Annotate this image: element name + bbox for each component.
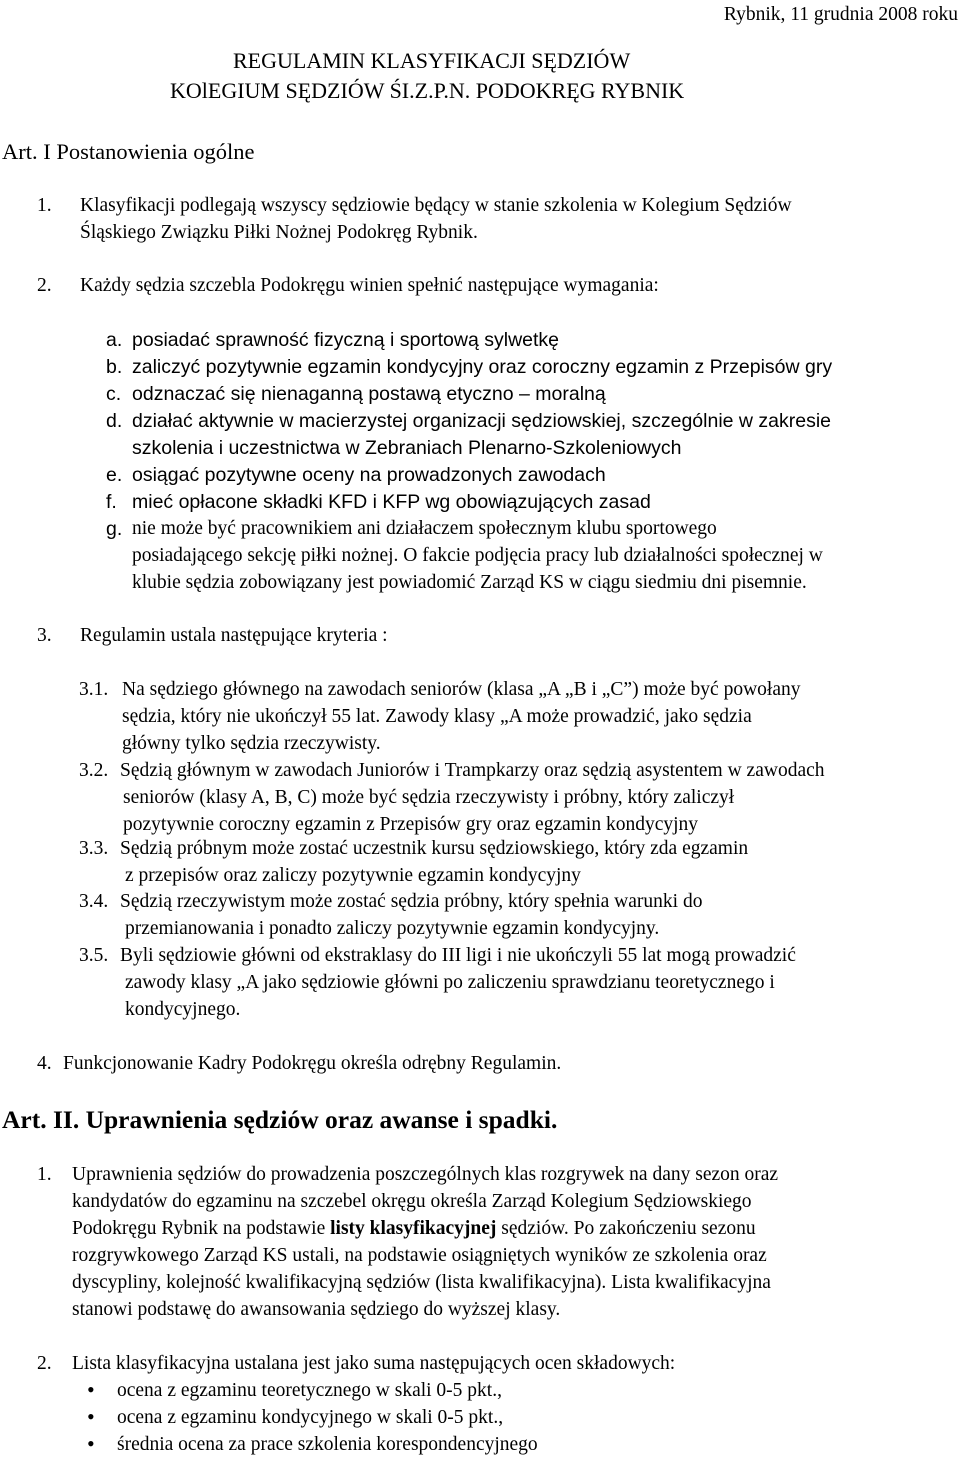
text-run: sędziów. Po zakończeniu sezonu: [496, 1218, 756, 1239]
criterion-line: Sędzią głównym w zawodach Juniorów i Trampkarzy oraz sędzią asystentem w zawodach: [120, 760, 825, 781]
list-item-continuation: klubie sędzia zobowiązany jest powiadomić Zarząd KS w ciągu siedmiu dni pisemnie.: [132, 572, 807, 593]
list-item: [106, 327, 559, 354]
art1-p3-number: 3.: [37, 625, 52, 646]
list-item-text: zaliczyć pozytywnie egzamin kondycyjny oraz coroczny egzamin z Przepisów gry: [132, 356, 833, 378]
criterion-line: z przepisów oraz zaliczy pozytywnie egzamin kondycyjny: [125, 865, 581, 886]
list-item-text: działać aktywnie w macierzystej organizacji sędziowskiej, szczególnie w zakresie: [132, 410, 832, 432]
text-run: Podokręgu Rybnik na podstawie: [72, 1218, 331, 1239]
list-item-text: osiągać pozytywne oceny na prowadzonych zawodach: [132, 464, 606, 486]
art2-p2-text: Lista klasyfikacyjna ustalana jest jako suma następujących ocen składowych:: [72, 1353, 676, 1374]
criterion-line: przemianowania i ponadto zaliczy pozytywnie egzamin kondycyjny.: [125, 918, 660, 939]
list-item-continuation: posiadającego sekcję piłki nożnej. O fakcie podjęcia pracy lub działalności społecznej w: [132, 545, 823, 566]
document-title: REGULAMIN KLASYFIKACJI SĘDZIÓW: [233, 48, 631, 73]
art2-p1-line: kandydatów do egzaminu na szczebel okręgu określa Zarząd Kolegium Sędziowskiego: [72, 1191, 752, 1212]
art2-p1-number: 1.: [37, 1164, 52, 1185]
criterion-line: Na sędziego głównego na zawodach seniorów (klasa „A „B i „C”) może być powołany: [122, 679, 801, 700]
bullet-item: średnia ocena za prace szkolenia korespondencyjnego: [117, 1434, 538, 1455]
list-marker: e.: [106, 464, 123, 486]
list-item-continuation: szkolenia i uczestnictwa w Zebraniach Plenarno-Szkoleniowych: [132, 437, 682, 459]
criterion-line: Byli sędziowie główni od ekstraklasy do III ligi i nie ukończyli 55 lat mogą prowadzić: [120, 945, 796, 966]
art1-p2-number: 2.: [37, 275, 52, 296]
art1-p2-text: Każdy sędzia szczebla Podokręgu winien spełnić następujące wymagania:: [80, 275, 659, 296]
criterion-number: 3.3.: [79, 838, 109, 859]
art2-p1-line: dyscypliny, kolejność kwalifikacyjną sędziów (lista kwalifikacyjna). Lista kwalifikacyjna: [72, 1272, 771, 1293]
criterion-line: Sędzią rzeczywistym może zostać sędzia próbny, który spełnia warunki do: [120, 891, 703, 912]
art1-p1-line: Śląskiego Związku Piłki Nożnej Podokręg Rybnik.: [80, 222, 478, 243]
criterion-line: Sędzią próbnym może zostać uczestnik kursu sędziowskiego, który zda egzamin: [120, 838, 749, 859]
bold-term: listy klasyfikacyjnej: [330, 1218, 497, 1239]
list-item-text: odznaczać się nienaganną postawą etyczno – moralną: [132, 383, 606, 405]
art2-p1-line: rozgrywkowego Zarząd KS ustali, na podstawie osiągniętych wyników ze szkolenia oraz: [72, 1245, 767, 1266]
criterion-number: 3.2.: [79, 760, 109, 781]
criterion-line: pozytywnie coroczny egzamin z Przepisów gry oraz egzamin kondycyjny: [123, 814, 699, 835]
bullet-icon: •: [87, 1431, 95, 1456]
list-item: [106, 381, 606, 408]
bullet-item: ocena z egzaminu teoretycznego w skali 0-5 pkt.,: [117, 1380, 502, 1401]
art1-p1-line: Klasyfikacji podlegają wszyscy sędziowie będący w stanie szkolenia w Kolegium Sędziów: [80, 195, 792, 216]
document-subtitle: KOlEGIUM SĘDZIÓW ŚI.Z.P.N. PODOKRĘG RYBNIK: [170, 78, 685, 103]
art1-p4-number: 4.: [37, 1053, 52, 1074]
criterion-line: zawody klasy „A jako sędziowie główni po zaliczeniu sprawdzianu teoretycznego i: [125, 972, 775, 993]
place-date: Rybnik, 11 grudnia 2008 roku: [723, 4, 958, 25]
criterion-line: sędzia, który nie ukończył 55 lat. Zawody klasy „A może prowadzić, jako sędzia: [122, 706, 752, 727]
art1-p1-number: 1.: [37, 195, 52, 216]
criterion-line: kondycyjnego.: [125, 999, 241, 1020]
list-item: [106, 462, 606, 489]
art1-p4-text: Funkcjonowanie Kadry Podokręgu określa odrębny Regulamin.: [63, 1053, 562, 1074]
art1-p3-text: Regulamin ustala następujące kryteria :: [80, 625, 388, 646]
list-item: [106, 408, 831, 435]
list-item-text: posiadać sprawność fizyczną i sportową sylwetkę: [132, 329, 560, 351]
list-item: [106, 354, 832, 381]
art1-heading: Art. I Postanowienia ogólne: [2, 139, 255, 164]
art2-p1-line: Uprawnienia sędziów do prowadzenia poszczególnych klas rozgrywek na dany sezon oraz: [72, 1164, 779, 1185]
bullet-icon: •: [87, 1377, 95, 1402]
list-marker: g.: [106, 518, 123, 540]
art2-p1-line: stanowi podstawę do awansowania sędziego do wyższej klasy.: [72, 1299, 561, 1320]
art2-heading: Art. II. Uprawnienia sędziów oraz awanse i spadki.: [2, 1105, 558, 1134]
list-marker: d.: [106, 410, 123, 432]
criterion-line: główny tylko sędzia rzeczywisty.: [122, 733, 381, 754]
list-item-text: mieć opłacone składki KFD i KFP wg obowiązujących zasad: [132, 491, 651, 513]
list-marker: c.: [106, 383, 122, 405]
art2-p2-number: 2.: [37, 1353, 52, 1374]
criterion-line: seniorów (klasy A, B, C) może być sędzia rzeczywisty i próbny, który zaliczył: [123, 787, 735, 808]
list-marker: f.: [106, 491, 117, 513]
list-item: [106, 489, 651, 516]
bullet-item: ocena z egzaminu kondycyjnego w skali 0-5 pkt.,: [117, 1407, 504, 1428]
bullet-icon: •: [87, 1404, 95, 1429]
list-marker: a.: [106, 329, 123, 351]
criterion-number: 3.1.: [79, 679, 109, 700]
criterion-number: 3.4.: [79, 891, 109, 912]
list-marker: b.: [106, 356, 123, 378]
art2-p1-line: [72, 1216, 756, 1243]
criterion-number: 3.5.: [79, 945, 109, 966]
list-item-text: nie może być pracownikiem ani działaczem społecznym klubu sportowego: [132, 518, 717, 539]
